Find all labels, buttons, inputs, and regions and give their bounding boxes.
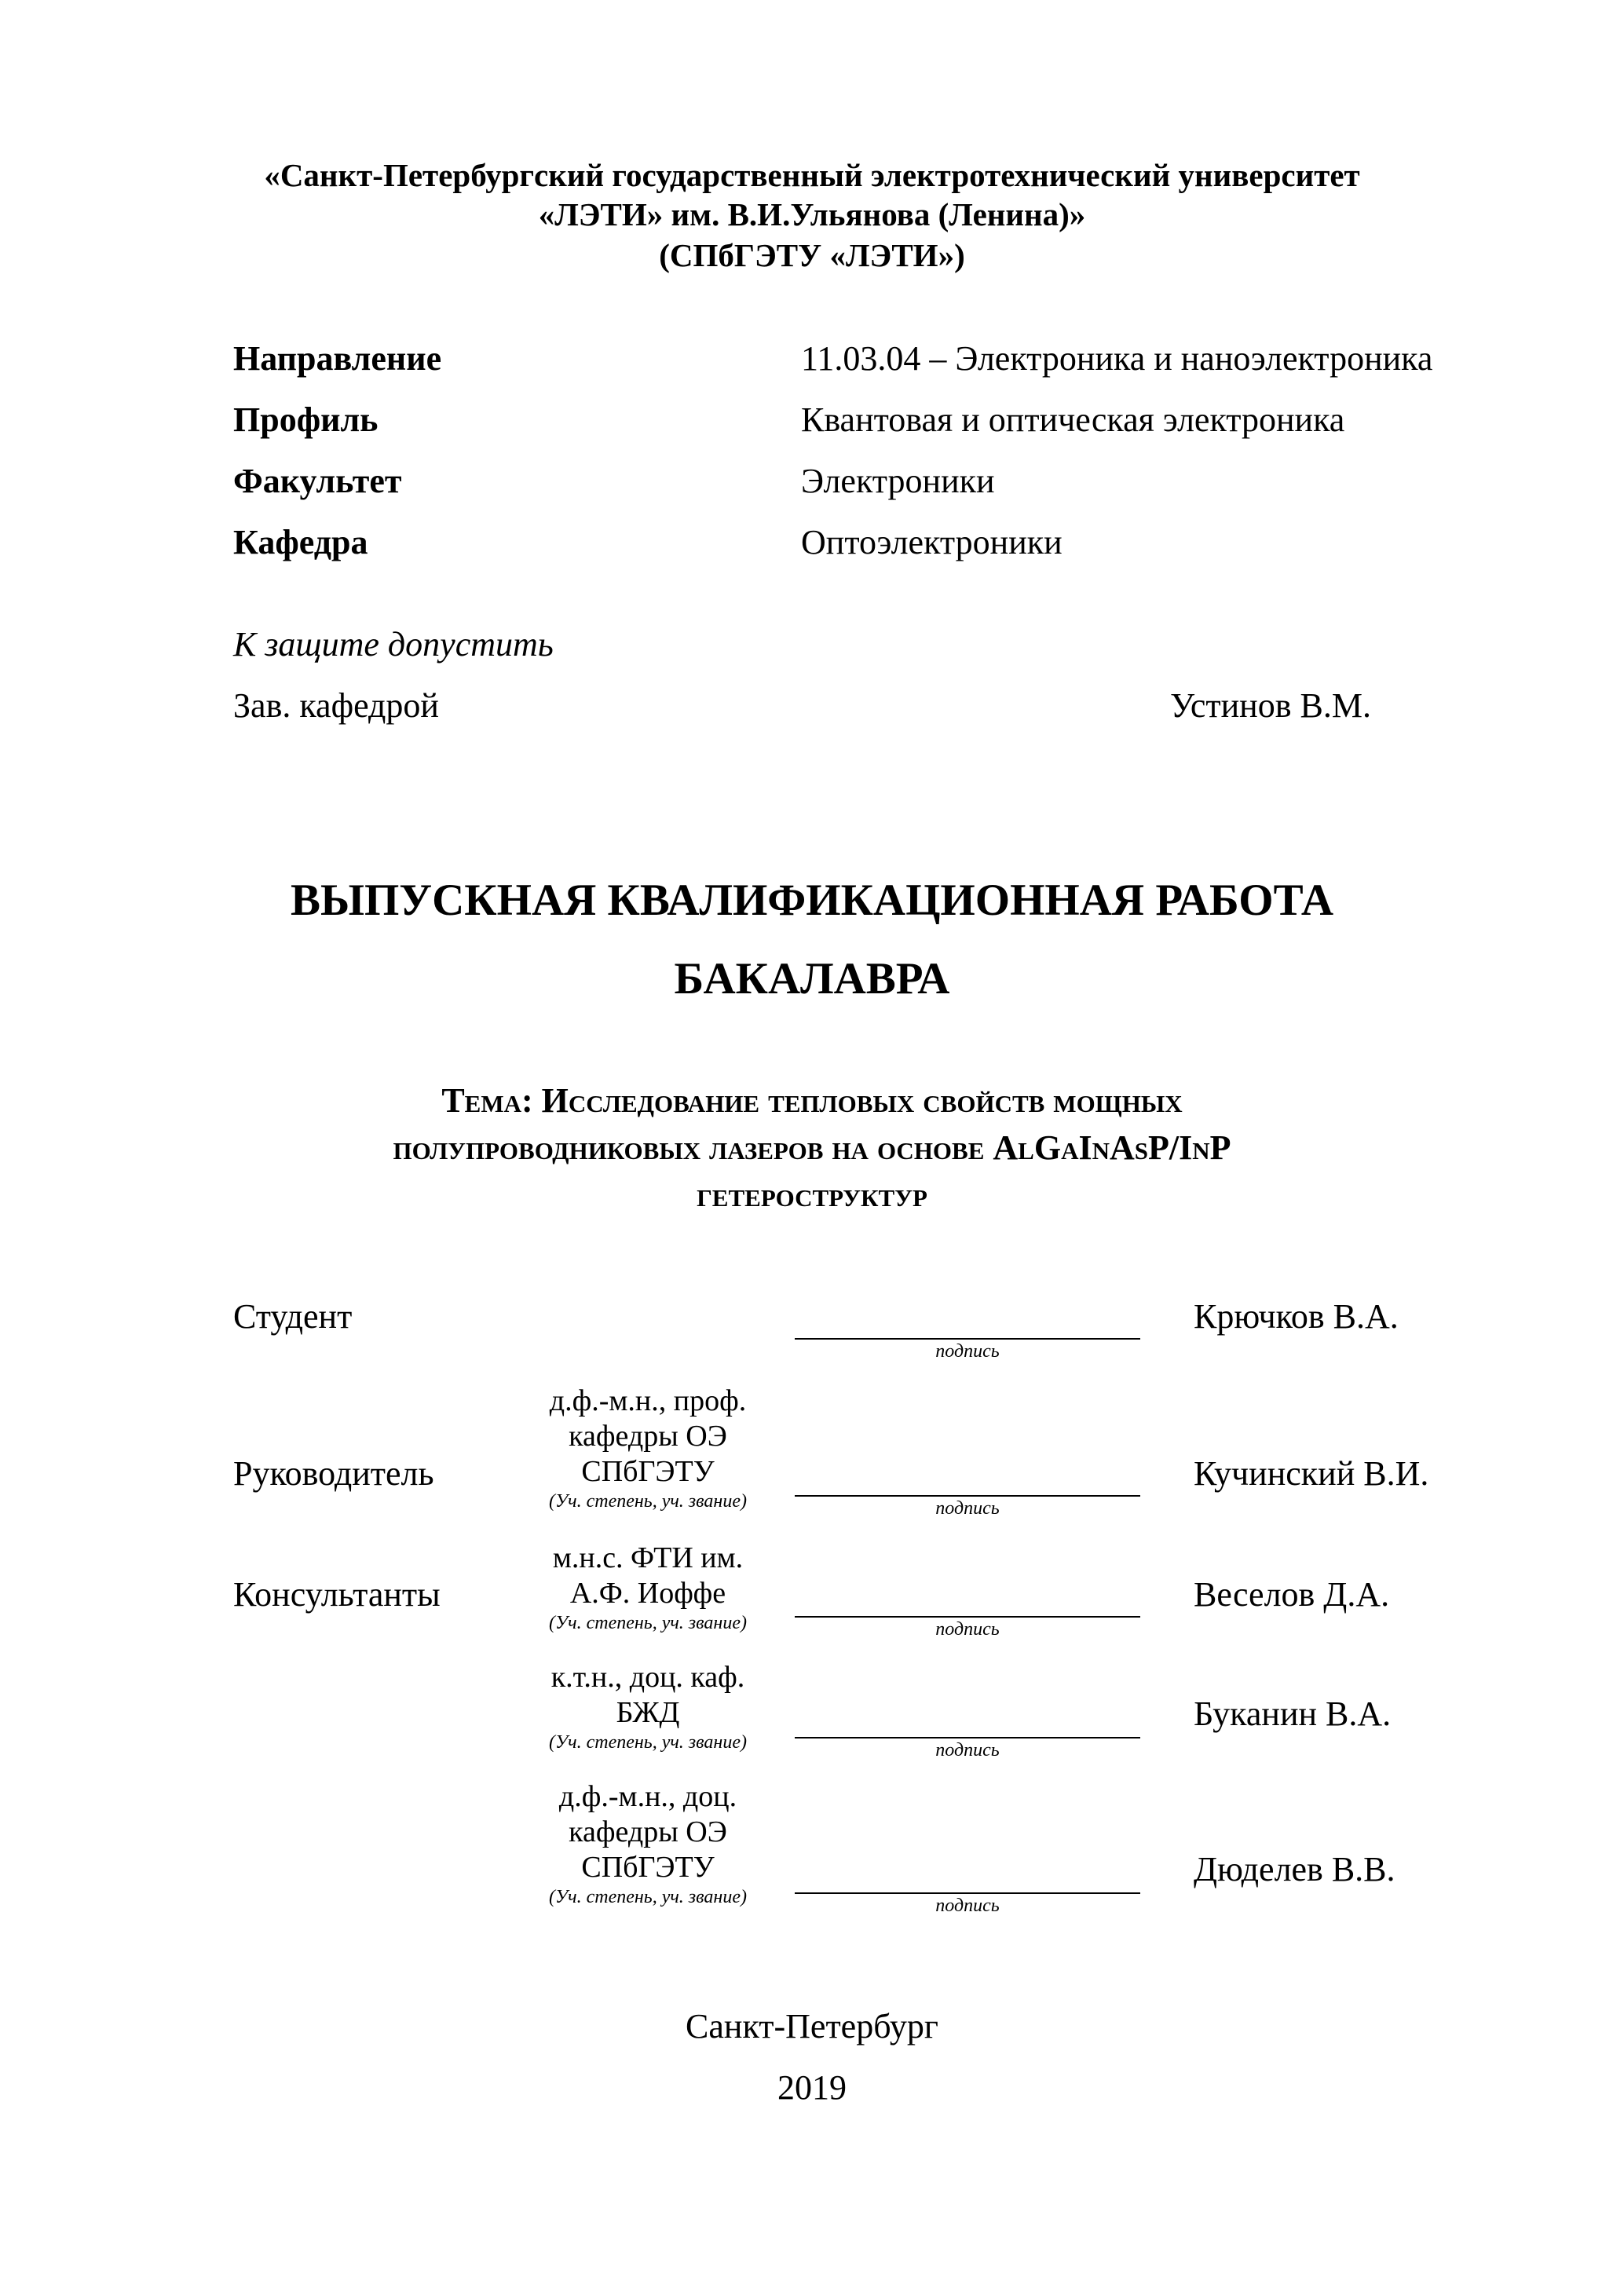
head-of-department-name: Устинов В.М. xyxy=(1170,686,1371,725)
consultant-degree-line: д.ф.-м.н., доц. xyxy=(558,1780,737,1813)
consultant-degree-caption: (Уч. степень, уч. звание) xyxy=(549,1732,747,1753)
consultant-degree-caption: (Уч. степень, уч. звание) xyxy=(549,1613,747,1633)
profile-value: Квантовая и оптическая электроника xyxy=(801,400,1345,439)
consultants-label: Консультанты xyxy=(233,1575,441,1614)
student-name: Крючков В.А. xyxy=(1194,1297,1399,1336)
faculty-value: Электроники xyxy=(801,462,995,500)
supervisor-degree-line: СПбГЭТУ xyxy=(581,1455,715,1488)
city: Санкт-Петербург xyxy=(686,2007,938,2046)
consultant-1-signature-caption: подпись xyxy=(935,1619,1000,1640)
university-name-line-2: «ЛЭТИ» им. В.И.Ульянова (Ленина)» xyxy=(538,196,1086,232)
student-label: Студент xyxy=(233,1297,353,1336)
consultant-degree-line: к.т.н., доц. каф. xyxy=(550,1661,745,1694)
head-of-department-label: Зав. кафедрой xyxy=(233,686,439,725)
department-value: Оптоэлектроники xyxy=(801,523,1063,561)
supervisor-label: Руководитель xyxy=(233,1454,434,1493)
theme-line-1: Тема: Исследование тепловых свойств мощных xyxy=(441,1081,1183,1120)
university-abbreviation: (СПбГЭТУ «ЛЭТИ») xyxy=(659,237,965,273)
admit-to-defense: К защите допустить xyxy=(233,625,554,664)
consultant-3-name: Дюделев В.В. xyxy=(1194,1850,1395,1888)
faculty-label: Факультет xyxy=(233,462,402,500)
consultant-degree-line: БЖД xyxy=(616,1696,680,1729)
consultant-degree-line: кафедры ОЭ xyxy=(569,1815,727,1848)
profile-label: Профиль xyxy=(233,400,379,439)
supervisor-degree-caption: (Уч. степень, уч. звание) xyxy=(549,1491,747,1512)
supervisor-degree-line: д.ф.-м.н., проф. xyxy=(549,1384,747,1417)
direction-label: Направление xyxy=(233,339,442,378)
university-name-line-1: «Санкт-Петербургский государственный электротехнический университет xyxy=(264,157,1360,193)
consultant-degree-line: СПбГЭТУ xyxy=(581,1851,715,1884)
work-title-line-1: ВЫПУСКНАЯ КВАЛИФИКАЦИОННАЯ РАБОТА xyxy=(290,876,1333,925)
theme-line-3: гетероструктур xyxy=(697,1175,927,1214)
department-label: Кафедра xyxy=(233,523,368,561)
year: 2019 xyxy=(777,2068,847,2107)
supervisor-degree-line: кафедры ОЭ xyxy=(569,1420,727,1453)
consultant-degree-caption: (Уч. степень, уч. звание) xyxy=(549,1887,747,1907)
direction-value: 11.03.04 – Электроника и наноэлектроника xyxy=(801,339,1433,378)
theme-line-2: полупроводниковых лазеров на основе AlGaInAsP/InP xyxy=(393,1128,1231,1167)
supervisor-name: Кучинский В.И. xyxy=(1194,1454,1429,1493)
supervisor-degree xyxy=(503,1384,793,1513)
consultant-2-name: Буканин В.А. xyxy=(1194,1695,1392,1733)
consultant-degree-line: А.Ф. Иоффе xyxy=(569,1577,726,1610)
consultant-2-degree xyxy=(503,1660,793,1754)
consultant-3-signature-caption: подпись xyxy=(935,1896,1000,1916)
work-title-line-2: БАКАЛАВРА xyxy=(674,954,950,1004)
consultant-3-degree xyxy=(503,1779,793,1909)
supervisor-signature-caption: подпись xyxy=(935,1498,1000,1519)
consultant-degree-line: м.н.с. ФТИ им. xyxy=(552,1541,744,1574)
consultant-1-degree xyxy=(503,1541,793,1635)
consultant-2-signature-caption: подпись xyxy=(935,1740,1000,1760)
consultant-1-name: Веселов Д.А. xyxy=(1194,1575,1390,1614)
student-signature-caption: подпись xyxy=(935,1341,1000,1362)
